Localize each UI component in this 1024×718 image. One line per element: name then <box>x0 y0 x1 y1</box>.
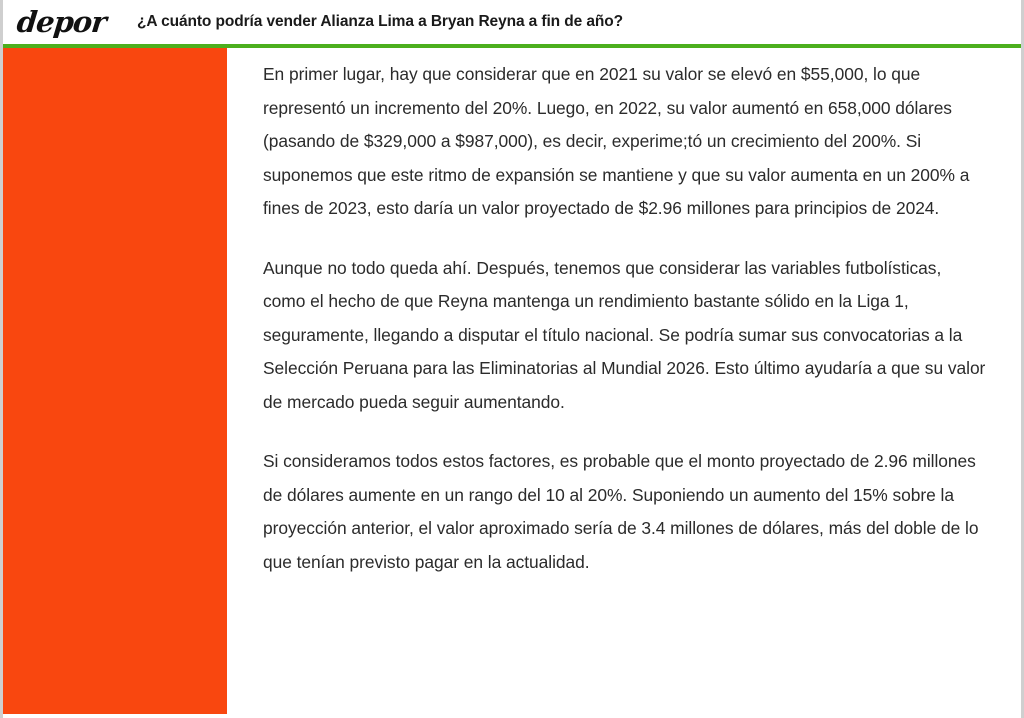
content-area <box>3 48 1021 714</box>
site-logo[interactable] <box>3 4 121 39</box>
page-title: ¿A cuánto podría vender Alianza Lima a Bryan Reyna a fin de año? <box>137 13 623 30</box>
brand-wordmark: depor <box>15 4 108 39</box>
site-header <box>3 0 1021 48</box>
article-paragraph: Aunque no todo queda ahí. Después, tenemos que considerar las variables futbolísticas, como el hecho de que Reyna mantenga un rendimiento bastante sólido en la Liga 1, seguramente, llegando a disputar el título nacional. Se podría sumar sus convocatorias a la Selección Peruana para las Eliminatorias al Mundial 2026. Esto último ayudaría a que su valor de mercado pueda seguir aumentando. <box>263 257 986 412</box>
article-paragraph: Si consideramos todos estos factores, es probable que el monto proyectado de 2.96 millones de dólares aumente en un rango del 10 al 20%. Suponiendo un aumento del 15% sobre la proyección anterior, el valor aproximado sería de 3.4 millones de dólares, más del doble de lo que tenían previsto pagar en la actualidad. <box>263 451 979 572</box>
article-paragraph: En primer lugar, hay que considerar que en 2021 su valor se elevó en $55,000, lo que representó un incremento del 20%. Luego, en 2022, su valor aumentó en 658,000 dólares (pasando de $329,000 a $987,000), es decir, experime;tó un crecimiento del 200%. Si suponemos que este ritmo de expansión se mantiene y que su valor aumenta en un 200% a fines de 2023, esto daría un valor proyectado de $2.96 millones para principios de 2024. <box>263 64 970 218</box>
advertisement-placeholder[interactable] <box>3 48 227 714</box>
article-body <box>227 48 1021 714</box>
